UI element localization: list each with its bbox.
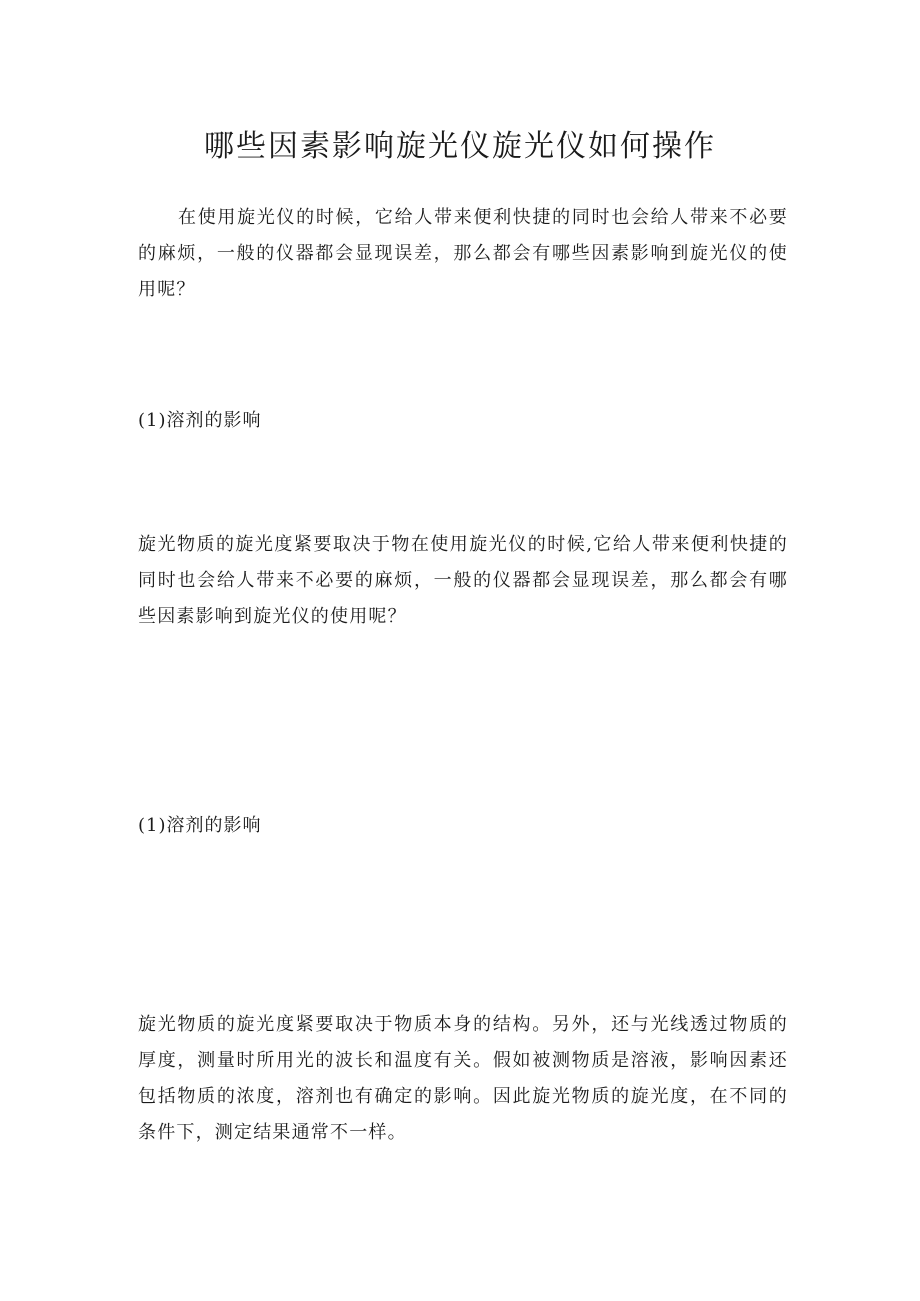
body-paragraph-structure: 旋光物质的旋光度紧要取决于物质本身的结构。另外，还与光线透过物质的厚度，测量时所用光的波长和温度有关。假如被测物质是溶液，影响因素还包括物质的浓度，溶剂也有确定的影响。因此旋光物质的旋光度，在不同的条件下，测定结果通常不一样。 bbox=[138, 1014, 788, 1143]
section-heading-solvent-repeat: (1)溶剂的影响 bbox=[138, 815, 262, 836]
section-heading-solvent: (1)溶剂的影响 bbox=[138, 410, 262, 431]
body-paragraph: 旋光物质的旋光度紧要取决于物在使用旋光仪的时候,它给人带来便利快捷的同时也会给人带来不必要的麻烦，一般的仪器都会显现误差，那么都会有哪些因素影响到旋光仪的使用呢？ bbox=[138, 534, 788, 627]
document-title: 哪些因素影响旋光仪旋光仪如何操作 bbox=[204, 129, 716, 164]
intro-paragraph: 在使用旋光仪的时候，它给人带来便利快捷的同时也会给人带来不必要的麻烦，一般的仪器都会显现误差，那么都会有哪些因素影响到旋光仪的使用呢？ bbox=[138, 207, 788, 300]
